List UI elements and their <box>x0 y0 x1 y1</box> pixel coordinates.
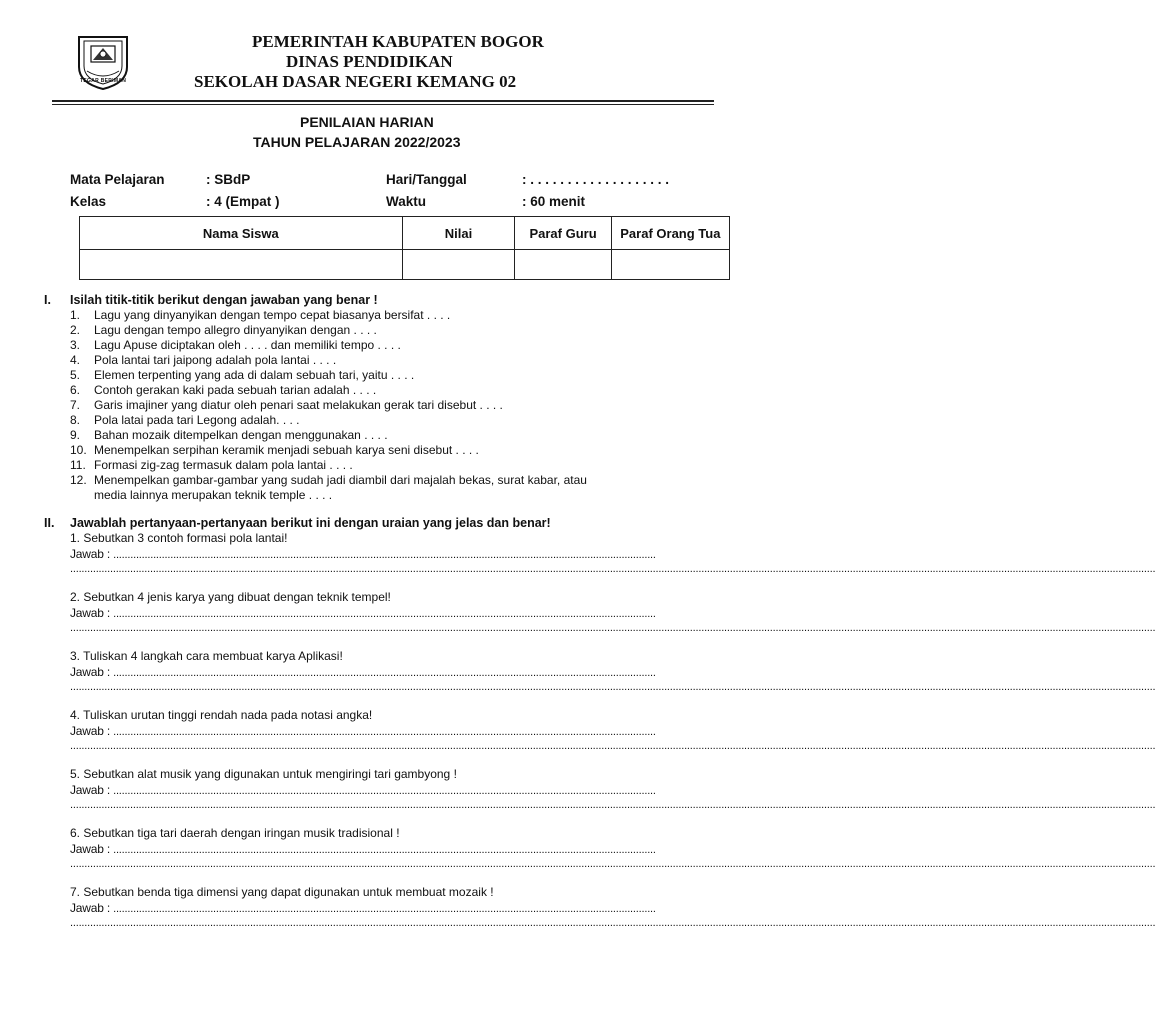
list-item: 6. Contoh gerakan kaki pada sebuah tarian adalah . . . . <box>70 383 377 397</box>
col-teacher-initial: Paraf Guru <box>515 217 611 250</box>
answer-line[interactable]: ............................................................................................................................................................................................................................................................................................................................................................................................ <box>70 917 1155 929</box>
essay-question: 7. Sebutkan benda tiga dimensi yang dapat digunakan untuk membuat mozaik ! <box>70 885 494 899</box>
answer-line[interactable]: ............................................................................................................................................................................................................................................................................................................................................................................................ <box>70 681 1155 693</box>
essay-question: 1. Sebutkan 3 contoh formasi pola lantai! <box>70 531 288 545</box>
list-item: 5. Elemen terpenting yang ada di dalam sebuah tari, yaitu . . . . <box>70 368 415 382</box>
answer-line[interactable]: ............................................................................................................................................................................................................................................................................................................................................................................................ <box>70 740 1155 752</box>
date-value: : . . . . . . . . . . . . . . . . . . . <box>522 172 670 187</box>
answer-line[interactable]: Jawab : .............................................................................................................................................................................................. <box>70 724 656 738</box>
answer-line[interactable]: Jawab : .............................................................................................................................................................................................. <box>70 606 656 620</box>
answer-label: Jawab : <box>70 724 114 738</box>
academic-year: TAHUN PELAJARAN 2022/2023 <box>253 134 461 150</box>
answer-line[interactable]: Jawab : .............................................................................................................................................................................................. <box>70 842 656 856</box>
list-item: 12. Menempelkan gambar-gambar yang sudah jadi diambil dari majalah bekas, surat kabar, atau <box>70 473 587 487</box>
list-item: 1. Lagu yang dinyanyikan dengan tempo cepat biasanya bersifat . . . . <box>70 308 451 322</box>
answer-label: Jawab : <box>70 665 114 679</box>
header-school: SEKOLAH DASAR NEGERI KEMANG 02 <box>194 72 517 91</box>
list-item: 10. Menempelkan serpihan keramik menjadi sebuah karya seni disebut . . . . <box>70 443 479 457</box>
class-label: Kelas <box>70 194 107 209</box>
list-item: 8. Pola latai pada tari Legong adalah. . . . <box>70 413 300 427</box>
essay-question: 3. Tuliskan 4 langkah cara membuat karya Aplikasi! <box>70 649 343 663</box>
date-label: Hari/Tanggal <box>386 172 467 187</box>
subject-label: Mata Pelajaran <box>70 172 165 187</box>
answer-line[interactable]: Jawab : .............................................................................................................................................................................................. <box>70 547 656 561</box>
answer-line[interactable]: Jawab : .............................................................................................................................................................................................. <box>70 665 656 679</box>
answer-label: Jawab : <box>70 901 114 915</box>
answer-line[interactable]: Jawab : .............................................................................................................................................................................................. <box>70 901 656 915</box>
logo-motto: TEGAR BERIMAN <box>80 78 127 84</box>
essay-question: 2. Sebutkan 4 jenis karya yang dibuat dengan teknik tempel! <box>70 590 391 604</box>
answer-line[interactable]: ............................................................................................................................................................................................................................................................................................................................................................................................ <box>70 799 1155 811</box>
list-item: 7. Garis imajiner yang diatur oleh penari saat melakukan gerak tari disebut . . . . <box>70 398 503 412</box>
section1-instruction: Isilah titik-titik berikut dengan jawaban yang benar ! <box>70 293 378 307</box>
class-value: : 4 (Empat ) <box>206 194 280 209</box>
list-item: 3. Lagu Apuse diciptakan oleh . . . . dan memiliki tempo . . . . <box>70 338 401 352</box>
essay-question: 4. Tuliskan urutan tinggi rendah nada pada notasi angka! <box>70 708 373 722</box>
answer-line[interactable]: ............................................................................................................................................................................................................................................................................................................................................................................................ <box>70 563 1155 575</box>
answer-label: Jawab : <box>70 842 114 856</box>
list-item: 2. Lagu dengan tempo allegro dinyanyikan dengan . . . . <box>70 323 377 337</box>
col-parent-initial: Paraf Orang Tua <box>611 217 729 250</box>
assessment-title: PENILAIAN HARIAN <box>300 114 434 130</box>
answer-line[interactable]: ............................................................................................................................................................................................................................................................................................................................................................................................ <box>70 622 1155 634</box>
list-item: 4. Pola lantai tari jaipong adalah pola lantai . . . . <box>70 353 337 367</box>
section1-numeral: I. <box>44 293 51 307</box>
col-student-name: Nama Siswa <box>80 217 403 250</box>
answer-label: Jawab : <box>70 606 114 620</box>
header-department: DINAS PENDIDIKAN <box>286 52 453 71</box>
list-item: 9. Bahan mozaik ditempelkan dengan menggunakan . . . . <box>70 428 388 442</box>
answer-line[interactable]: ............................................................................................................................................................................................................................................................................................................................................................................................ <box>70 858 1155 870</box>
answer-label: Jawab : <box>70 783 114 797</box>
section2-instruction: Jawablah pertanyaan-pertanyaan berikut ini dengan uraian yang jelas dan benar! <box>70 516 551 530</box>
list-item: 11. Formasi zig-zag termasuk dalam pola lantai . . . . <box>70 458 353 472</box>
col-score: Nilai <box>402 217 515 250</box>
answer-line[interactable]: Jawab : .............................................................................................................................................................................................. <box>70 783 656 797</box>
essay-question: 5. Sebutkan alat musik yang digunakan untuk mengiringi tari gambyong ! <box>70 767 457 781</box>
time-value: : 60 menit <box>522 194 586 209</box>
time-label: Waktu <box>386 194 426 209</box>
subject-value: : SBdP <box>206 172 251 187</box>
essay-question: 6. Sebutkan tiga tari daerah dengan iringan musik tradisional ! <box>70 826 400 840</box>
section2-numeral: II. <box>44 516 55 530</box>
answer-label: Jawab : <box>70 547 114 561</box>
list-item-continuation: media lainnya merupakan teknik temple . . . . <box>94 488 333 502</box>
header-government: PEMERINTAH KABUPATEN BOGOR <box>252 32 544 51</box>
